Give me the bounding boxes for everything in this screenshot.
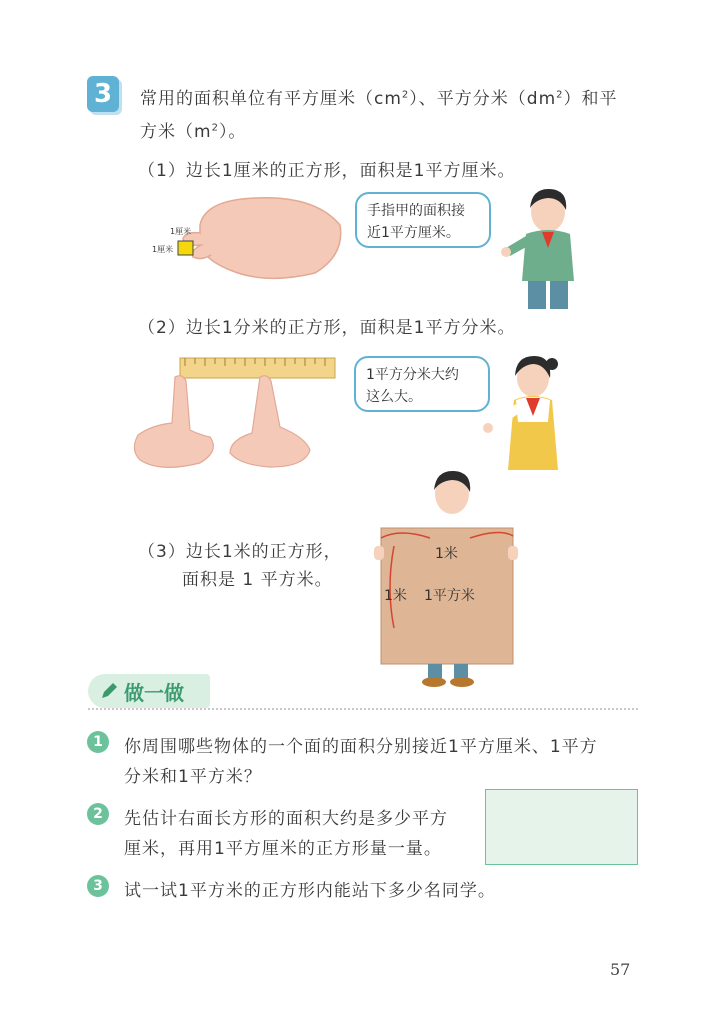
cm-left-label: 1厘米 [152,245,174,254]
m-left-label: 1米 [384,588,407,604]
square-meter-illustration [370,468,520,690]
practice-divider [88,708,638,710]
sup-1: 2 [401,89,410,101]
question-1-line2: 分米和1平方米？ [124,767,262,787]
question-3-number: 3 [87,875,109,897]
boy-speech-bubble [355,192,491,248]
item-1-text: （1）边长1厘米的正方形，面积是1平方厘米。 [138,161,516,181]
boy-bubble-line1: 手指甲的面积接 [367,203,465,219]
question-3-line1: 试一试1平方米的正方形内能站下多少名同学。 [124,881,496,901]
m-area-label: 1平方米 [424,588,475,604]
girl-figure [478,350,568,475]
m-top-label: 1米 [435,546,458,562]
cm-top-label: 1厘米 [170,227,192,236]
hand-pinch-illustration [145,195,345,285]
intro-text-4: 方米（m [140,122,212,142]
intro-text-2: ）、平方分米（dm [409,89,557,109]
pencil-icon [100,682,118,700]
measure-rectangle [485,789,638,865]
item-2-text: （2）边长1分米的正方形，面积是1平方分米。 [138,318,516,338]
girl-speech-bubble [354,356,490,412]
section-intro [140,84,660,142]
item-3-text-line2: 面积是 1 平方米。 [182,570,333,590]
question-2-line2: 厘米，再用1平方厘米的正方形量一量。 [124,839,442,859]
page-number: 57 [610,960,631,979]
item-3-text-line1: （3）边长1米的正方形， [138,542,342,562]
question-2-number: 2 [87,803,109,825]
practice-header [88,674,210,708]
question-1-number: 1 [87,731,109,753]
sup-2: 2 [556,89,564,101]
section-number-badge: 3 [87,76,119,112]
sup-3: 2 [211,122,219,134]
question-1-line1: 你周围哪些物体的一个面的面积分别接近1平方厘米、1平方 [124,737,598,757]
practice-header-label: 做一做 [124,680,184,705]
question-2-line1: 先估计右面长方形的面积大约是多少平方 [124,809,448,829]
intro-text-5: ）。 [218,122,247,142]
intro-text-1: 常用的面积单位有平方厘米（cm [140,89,402,109]
ruler-hands-illustration [130,355,340,475]
girl-bubble-line2: 这么大。 [366,389,422,405]
boy-figure [498,186,583,311]
girl-bubble-line1: 1平方分米大约 [366,367,459,383]
intro-text-3: ）和平 [563,89,618,109]
boy-bubble-line2: 近1平方厘米。 [367,225,460,241]
